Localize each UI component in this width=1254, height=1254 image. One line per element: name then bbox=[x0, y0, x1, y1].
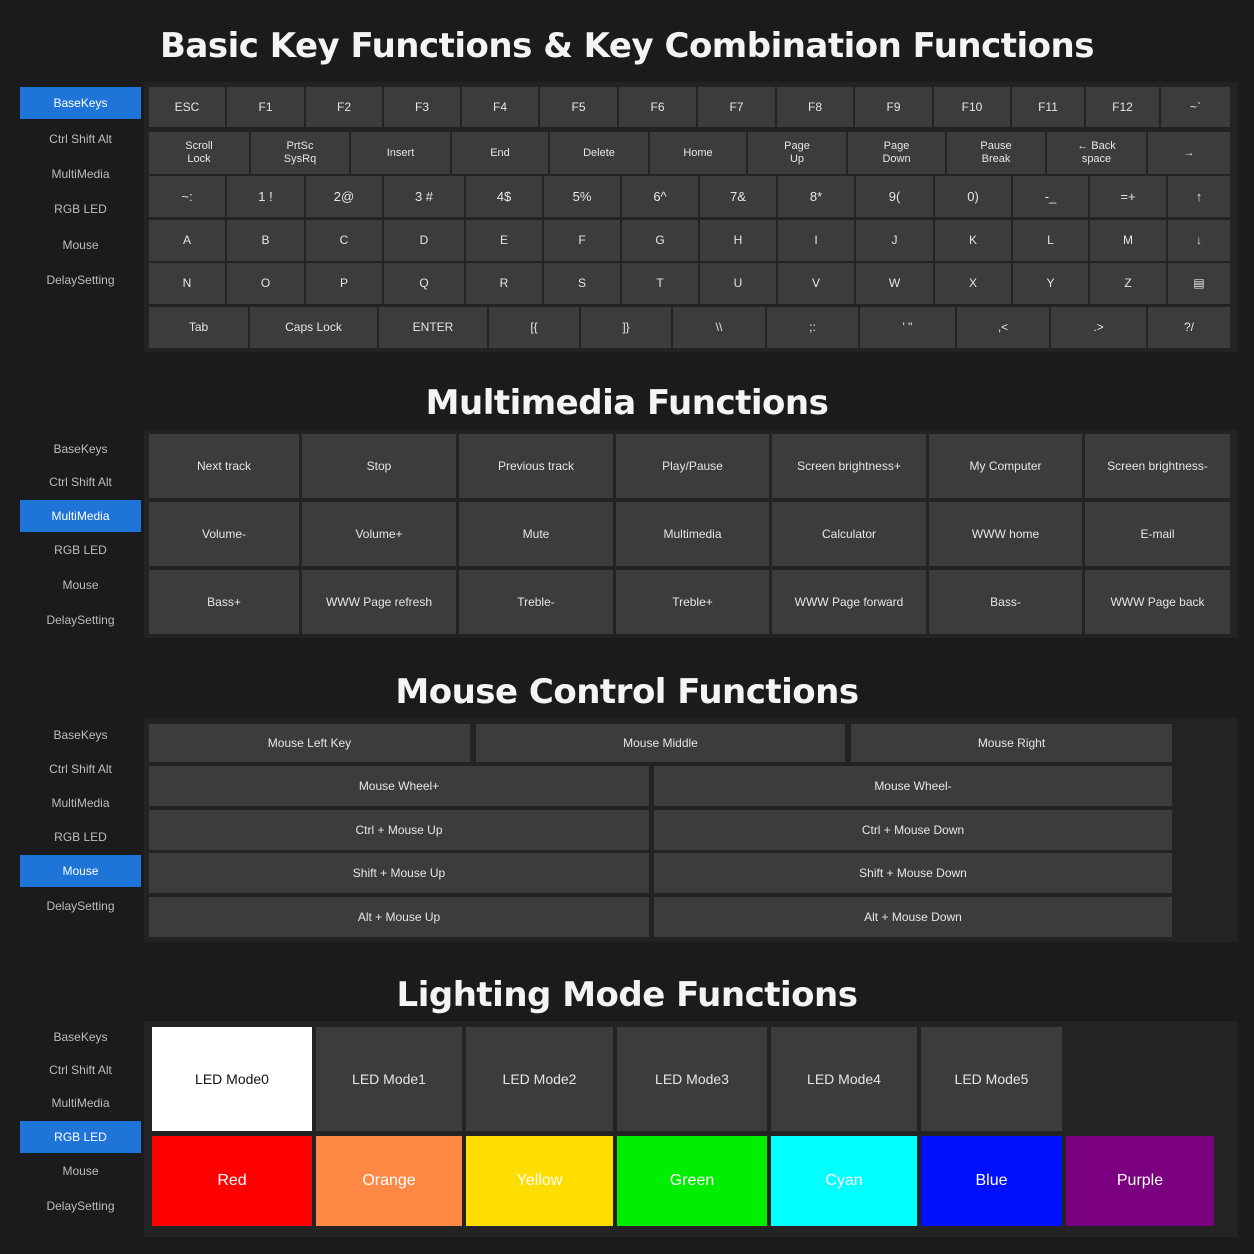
multimedia-key-volume[interactable]: Volume- bbox=[149, 502, 299, 566]
key-row3-7[interactable]: H bbox=[700, 220, 776, 261]
led-mode-5[interactable]: LED Mode5 bbox=[921, 1027, 1062, 1131]
key-row5-5[interactable]: \\ bbox=[673, 307, 765, 348]
basic-section-title: Basic Key Functions & Key Combination Functions bbox=[160, 26, 1094, 66]
led-color-green[interactable]: Green bbox=[617, 1136, 767, 1226]
multimedia-key-screen-brightness[interactable]: Screen brightness- bbox=[1085, 434, 1230, 498]
key-row3-6[interactable]: G bbox=[622, 220, 698, 261]
key-row5-3[interactable]: [{ bbox=[489, 307, 579, 348]
key-row4-6[interactable]: T bbox=[622, 263, 698, 304]
key-row3-11[interactable]: L bbox=[1013, 220, 1088, 261]
multimedia-key-treble[interactable]: Treble+ bbox=[616, 570, 769, 634]
multimedia-key-www-page-refresh[interactable]: WWW Page refresh bbox=[302, 570, 456, 634]
mouse-key-shift-mouse-down[interactable]: Shift + Mouse Down bbox=[654, 853, 1172, 893]
led-mode-4[interactable]: LED Mode4 bbox=[771, 1027, 917, 1131]
key-row2-5[interactable]: 5% bbox=[544, 176, 620, 217]
key-row1-8[interactable]: Pause Break bbox=[947, 132, 1045, 174]
key-row5-6[interactable]: ;: bbox=[767, 307, 858, 348]
key-row5-2[interactable]: ENTER bbox=[379, 307, 487, 348]
key-row0-8[interactable]: F8 bbox=[777, 87, 853, 127]
led-color-cyan[interactable]: Cyan bbox=[771, 1136, 917, 1226]
key-row2-13[interactable]: ↑ bbox=[1168, 176, 1230, 217]
key-row4-8[interactable]: V bbox=[778, 263, 854, 304]
key-row1-6[interactable]: Page Up bbox=[748, 132, 846, 174]
key-row3-10[interactable]: K bbox=[935, 220, 1011, 261]
multimedia-key-previous-track[interactable]: Previous track bbox=[459, 434, 613, 498]
key-row0-13[interactable]: ~` bbox=[1161, 87, 1230, 127]
key-row4-3[interactable]: Q bbox=[384, 263, 464, 304]
multimedia-key-next-track[interactable]: Next track bbox=[149, 434, 299, 498]
sidebar-item-ctrl-shift-alt[interactable]: Ctrl Shift Alt bbox=[49, 1063, 112, 1077]
sidebar-item-mouse[interactable]: Mouse bbox=[62, 578, 99, 592]
key-row4-1[interactable]: O bbox=[227, 263, 304, 304]
led-color-blue[interactable]: Blue bbox=[921, 1136, 1062, 1226]
key-row3-5[interactable]: F bbox=[544, 220, 620, 261]
key-row4-4[interactable]: R bbox=[466, 263, 542, 304]
key-row0-0[interactable]: ESC bbox=[149, 87, 225, 127]
key-row2-4[interactable]: 4$ bbox=[466, 176, 542, 217]
sidebar-item-rgb-led[interactable]: RGB LED bbox=[54, 543, 107, 557]
sidebar-item-basekeys[interactable]: BaseKeys bbox=[53, 728, 108, 742]
mouse-key-alt-mouse-down[interactable]: Alt + Mouse Down bbox=[654, 897, 1172, 937]
key-row2-0[interactable]: ~: bbox=[149, 176, 225, 217]
key-row2-10[interactable]: 0) bbox=[935, 176, 1011, 217]
key-row4-0[interactable]: N bbox=[149, 263, 225, 304]
key-row0-10[interactable]: F10 bbox=[934, 87, 1010, 127]
mouse-key-mouse-right[interactable]: Mouse Right bbox=[851, 724, 1172, 762]
key-row3-2[interactable]: C bbox=[306, 220, 382, 261]
key-row4-2[interactable]: P bbox=[306, 263, 382, 304]
key-row0-6[interactable]: F6 bbox=[619, 87, 696, 127]
multimedia-key-bass[interactable]: Bass+ bbox=[149, 570, 299, 634]
led-mode-1[interactable]: LED Mode1 bbox=[316, 1027, 462, 1131]
mouse-key-mouse-wheel[interactable]: Mouse Wheel- bbox=[654, 766, 1172, 806]
key-row2-8[interactable]: 8* bbox=[778, 176, 854, 217]
multimedia-key-screen-brightness[interactable]: Screen brightness+ bbox=[772, 434, 926, 498]
key-row0-11[interactable]: F11 bbox=[1012, 87, 1084, 127]
key-row4-10[interactable]: X bbox=[935, 263, 1011, 304]
multimedia-key-bass[interactable]: Bass- bbox=[929, 570, 1082, 634]
key-row2-12[interactable]: =+ bbox=[1090, 176, 1166, 217]
key-row3-8[interactable]: I bbox=[778, 220, 854, 261]
multimedia-key-calculator[interactable]: Calculator bbox=[772, 502, 926, 566]
key-row3-3[interactable]: D bbox=[384, 220, 464, 261]
sidebar-item-multimedia[interactable]: MultiMedia bbox=[51, 796, 110, 810]
key-row1-5[interactable]: Home bbox=[650, 132, 746, 174]
key-row5-7[interactable]: ' " bbox=[860, 307, 955, 348]
led-color-purple[interactable]: Purple bbox=[1066, 1136, 1214, 1226]
mouse-key-mouse-wheel[interactable]: Mouse Wheel+ bbox=[149, 766, 649, 806]
multimedia-key-e-mail[interactable]: E-mail bbox=[1085, 502, 1230, 566]
key-row5-10[interactable]: ?/ bbox=[1148, 307, 1230, 348]
multimedia-section-title: Multimedia Functions bbox=[425, 383, 829, 423]
multimedia-key-www-page-back[interactable]: WWW Page back bbox=[1085, 570, 1230, 634]
key-row3-4[interactable]: E bbox=[466, 220, 542, 261]
multimedia-key-multimedia[interactable]: Multimedia bbox=[616, 502, 769, 566]
mouse-section-title: Mouse Control Functions bbox=[395, 672, 859, 712]
led-color-yellow[interactable]: Yellow bbox=[466, 1136, 613, 1226]
key-row4-9[interactable]: W bbox=[856, 263, 933, 304]
sidebar-item-delaysetting[interactable]: DelaySetting bbox=[46, 899, 115, 913]
key-row1-0[interactable]: Scroll Lock bbox=[149, 132, 249, 174]
key-row0-2[interactable]: F2 bbox=[306, 87, 382, 127]
sidebar-item-mouse[interactable]: Mouse bbox=[62, 1164, 99, 1178]
key-row5-8[interactable]: ,< bbox=[957, 307, 1049, 348]
sidebar-item-delaysetting[interactable]: DelaySetting bbox=[46, 613, 115, 627]
key-row1-10[interactable]: → bbox=[1148, 132, 1230, 174]
mouse-key-ctrl-mouse-up[interactable]: Ctrl + Mouse Up bbox=[149, 810, 649, 850]
sidebar-item-multimedia[interactable]: MultiMedia bbox=[51, 1096, 110, 1110]
mouse-key-mouse-left-key[interactable]: Mouse Left Key bbox=[149, 724, 470, 762]
key-row2-6[interactable]: 6^ bbox=[622, 176, 698, 217]
key-row3-0[interactable]: A bbox=[149, 220, 225, 261]
key-row1-7[interactable]: Page Down bbox=[848, 132, 945, 174]
mouse-key-alt-mouse-up[interactable]: Alt + Mouse Up bbox=[149, 897, 649, 937]
key-row5-9[interactable]: .> bbox=[1051, 307, 1146, 348]
sidebar-item-delaysetting[interactable]: DelaySetting bbox=[46, 1199, 115, 1213]
multimedia-key-play-pause[interactable]: Play/Pause bbox=[616, 434, 769, 498]
key-row3-13[interactable]: ↓ bbox=[1168, 220, 1230, 261]
key-row3-12[interactable]: M bbox=[1090, 220, 1166, 261]
key-row2-9[interactable]: 9( bbox=[856, 176, 933, 217]
key-row1-9[interactable]: ← Back space bbox=[1047, 132, 1146, 174]
key-row0-9[interactable]: F9 bbox=[855, 87, 932, 127]
sidebar-item-basekeys[interactable]: BaseKeys bbox=[53, 442, 108, 456]
key-row4-5[interactable]: S bbox=[544, 263, 620, 304]
lighting-section-title: Lighting Mode Functions bbox=[396, 975, 858, 1015]
key-row1-3[interactable]: End bbox=[452, 132, 548, 174]
key-row0-7[interactable]: F7 bbox=[698, 87, 775, 127]
key-row0-4[interactable]: F4 bbox=[462, 87, 538, 127]
sidebar-item-ctrl-shift-alt[interactable]: Ctrl Shift Alt bbox=[49, 475, 112, 489]
key-row4-12[interactable]: Z bbox=[1090, 263, 1166, 304]
key-row4-11[interactable]: Y bbox=[1013, 263, 1088, 304]
multimedia-key-stop[interactable]: Stop bbox=[302, 434, 456, 498]
led-mode-3[interactable]: LED Mode3 bbox=[617, 1027, 767, 1131]
key-row1-4[interactable]: Delete bbox=[550, 132, 648, 174]
key-row2-3[interactable]: 3 # bbox=[384, 176, 464, 217]
key-row2-1[interactable]: 1 ! bbox=[227, 176, 304, 217]
key-row2-2[interactable]: 2@ bbox=[306, 176, 382, 217]
sidebar-item-mouse[interactable]: Mouse bbox=[62, 238, 99, 252]
sidebar-item-rgb-led[interactable]: RGB LED bbox=[54, 202, 107, 216]
sidebar-item-basekeys[interactable]: BaseKeys bbox=[53, 1030, 108, 1044]
multimedia-key-mute[interactable]: Mute bbox=[459, 502, 613, 566]
sidebar-item-mouse[interactable]: Mouse bbox=[20, 855, 141, 887]
multimedia-key-www-home[interactable]: WWW home bbox=[929, 502, 1082, 566]
key-row0-12[interactable]: F12 bbox=[1086, 87, 1159, 127]
key-row5-4[interactable]: ]} bbox=[581, 307, 671, 348]
mouse-key-ctrl-mouse-down[interactable]: Ctrl + Mouse Down bbox=[654, 810, 1172, 850]
key-row3-9[interactable]: J bbox=[856, 220, 933, 261]
multimedia-key-my-computer[interactable]: My Computer bbox=[929, 434, 1082, 498]
key-row4-13[interactable]: ▤ bbox=[1168, 263, 1230, 304]
key-row3-1[interactable]: B bbox=[227, 220, 304, 261]
multimedia-key-volume[interactable]: Volume+ bbox=[302, 502, 456, 566]
mouse-key-mouse-middle[interactable]: Mouse Middle bbox=[476, 724, 845, 762]
key-row1-1[interactable]: PrtSc SysRq bbox=[251, 132, 349, 174]
sidebar-item-basekeys[interactable]: BaseKeys bbox=[20, 87, 141, 119]
key-row5-1[interactable]: Caps Lock bbox=[250, 307, 377, 348]
key-row0-5[interactable]: F5 bbox=[540, 87, 617, 127]
sidebar-item-ctrl-shift-alt[interactable]: Ctrl Shift Alt bbox=[49, 132, 112, 146]
key-row0-1[interactable]: F1 bbox=[227, 87, 304, 127]
multimedia-key-treble[interactable]: Treble- bbox=[459, 570, 613, 634]
led-color-orange[interactable]: Orange bbox=[316, 1136, 462, 1226]
led-color-red[interactable]: Red bbox=[152, 1136, 312, 1226]
mouse-key-shift-mouse-up[interactable]: Shift + Mouse Up bbox=[149, 853, 649, 893]
key-row0-3[interactable]: F3 bbox=[384, 87, 460, 127]
sidebar-item-rgb-led[interactable]: RGB LED bbox=[54, 830, 107, 844]
sidebar-item-rgb-led[interactable]: RGB LED bbox=[20, 1121, 141, 1153]
key-row5-0[interactable]: Tab bbox=[149, 307, 248, 348]
sidebar-item-multimedia[interactable]: MultiMedia bbox=[51, 167, 110, 181]
sidebar-item-delaysetting[interactable]: DelaySetting bbox=[46, 273, 115, 287]
led-mode-2[interactable]: LED Mode2 bbox=[466, 1027, 613, 1131]
sidebar-item-ctrl-shift-alt[interactable]: Ctrl Shift Alt bbox=[49, 762, 112, 776]
led-mode-0[interactable]: LED Mode0 bbox=[152, 1027, 312, 1131]
key-row4-7[interactable]: U bbox=[700, 263, 776, 304]
key-row1-2[interactable]: Insert bbox=[351, 132, 450, 174]
key-row2-11[interactable]: -_ bbox=[1013, 176, 1088, 217]
sidebar-item-multimedia[interactable]: MultiMedia bbox=[20, 500, 141, 532]
key-row2-7[interactable]: 7& bbox=[700, 176, 776, 217]
multimedia-key-www-page-forward[interactable]: WWW Page forward bbox=[772, 570, 926, 634]
